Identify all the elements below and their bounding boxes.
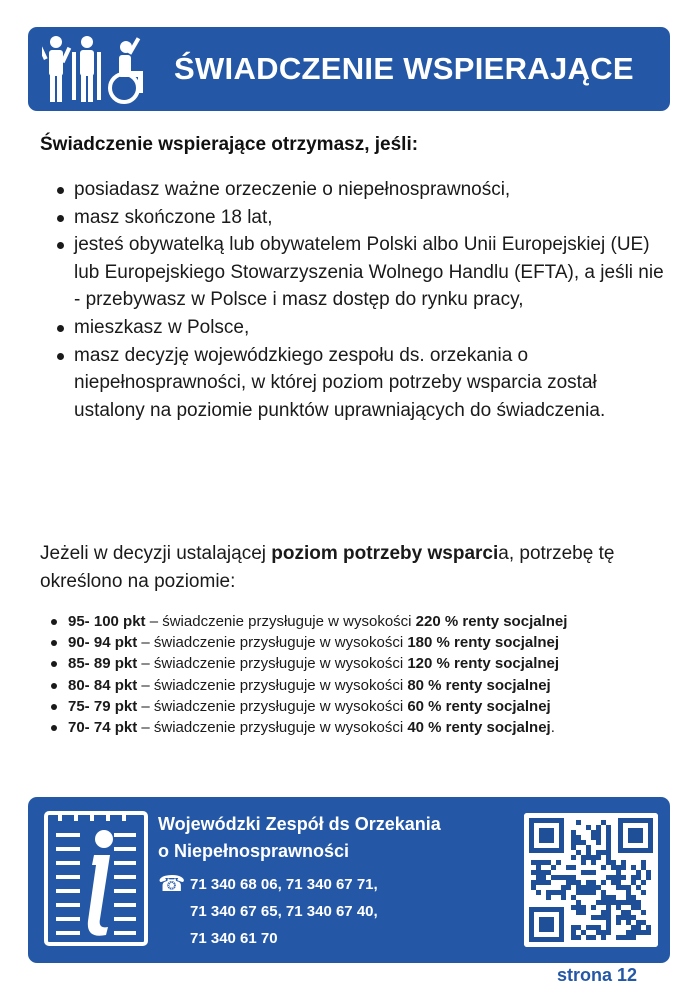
qr-module: [616, 880, 621, 885]
qr-module: [641, 865, 646, 870]
qr-module: [641, 890, 646, 895]
qr-module: [541, 880, 546, 885]
qr-module: [571, 875, 576, 880]
qr-module: [621, 900, 626, 905]
qr-module: [576, 885, 581, 890]
qr-module: [591, 935, 596, 940]
phone-icon: ☎: [158, 871, 186, 896]
qr-module: [606, 850, 611, 855]
qr-module: [571, 930, 576, 935]
qr-module: [611, 900, 616, 905]
qr-module: [606, 875, 611, 880]
level-range: 80- 84 pkt: [68, 676, 138, 694]
qr-module: [556, 890, 561, 895]
qr-module: [566, 880, 571, 885]
page-number: strona 12: [556, 965, 637, 985]
qr-module: [621, 865, 626, 870]
qr-module: [631, 895, 636, 900]
qr-module: [591, 860, 596, 865]
qr-module: [591, 905, 596, 910]
qr-module: [586, 925, 591, 930]
qr-module: [611, 895, 616, 900]
qr-module: [646, 930, 651, 935]
qr-module: [571, 935, 576, 940]
level-text: – świadczenie przysługuje w wysokości: [137, 655, 408, 673]
qr-module: [536, 860, 541, 865]
levels-intro-text: Jeżeli w decyzji ustalającej: [40, 543, 272, 564]
qr-module: [556, 875, 561, 880]
page-title: ŚWIADCZENIE WSPIERAJĄCE: [174, 51, 634, 86]
qr-module: [596, 885, 601, 890]
qr-module: [576, 880, 581, 885]
qr-module: [536, 875, 541, 880]
qr-module: [571, 830, 576, 835]
qr-module: [621, 910, 626, 915]
qr-module: [636, 930, 641, 935]
qr-module: [601, 900, 606, 905]
qr-module: [531, 860, 536, 865]
qr-module: [606, 840, 611, 845]
qr-module: [636, 870, 641, 875]
qr-module: [581, 930, 586, 935]
qr-module: [576, 910, 581, 915]
level-range: 85- 89 pkt: [68, 655, 138, 673]
qr-module: [616, 905, 621, 910]
qr-module: [531, 870, 536, 875]
level-range: 95- 100 pkt: [68, 613, 146, 630]
qr-module: [586, 825, 591, 830]
qr-module: [536, 870, 541, 875]
qr-module: [531, 885, 536, 890]
list-item: [40, 611, 680, 632]
qr-module: [606, 905, 611, 910]
qr-module: [631, 905, 636, 910]
qr-module: [631, 935, 636, 940]
office-name-line2: o Niepełnosprawności: [158, 841, 350, 861]
qr-module: [596, 855, 601, 860]
qr-module: [601, 890, 606, 895]
qr-module: [611, 860, 616, 865]
qr-module: [606, 925, 611, 930]
qr-module: [626, 915, 631, 920]
qr-module: [571, 835, 576, 840]
qr-module: [591, 830, 596, 835]
qr-module: [571, 855, 576, 860]
information-document-icon: [44, 811, 148, 946]
qr-module: [621, 885, 626, 890]
qr-module: [641, 910, 646, 915]
office-info: [158, 811, 441, 952]
levels-list: [40, 611, 680, 738]
qr-module: [631, 930, 636, 935]
list-item: jesteś obywatelką lub obywatelem Polski albo Unii Europejskiej (UE) lub Europejskiego Stowarzyszenia Wolnego Handlu (EFTA), a jeśli nie - przebywasz w Polsce i masz dostęp do rynku pracy,: [40, 231, 670, 314]
qr-module: [596, 825, 601, 830]
qr-module: [571, 845, 576, 850]
qr-module: [626, 935, 631, 940]
qr-module: [576, 925, 581, 930]
qr-module: [591, 915, 596, 920]
qr-module: [606, 900, 611, 905]
phone-line[interactable]: 71 340 61 70: [190, 930, 278, 947]
header-banner: [28, 27, 670, 111]
qr-module: [616, 875, 621, 880]
qr-module: [626, 890, 631, 895]
qr-module: [621, 915, 626, 920]
qr-module: [601, 850, 606, 855]
qr-module: [601, 930, 606, 935]
qr-module: [586, 935, 591, 940]
qr-module: [606, 860, 611, 865]
qr-module: [606, 895, 611, 900]
qr-module: [591, 890, 596, 895]
office-name-line1: Wojewódzki Zespół ds Orzekania: [158, 814, 441, 834]
qr-module: [621, 860, 626, 865]
qr-module: [636, 905, 641, 910]
qr-module: [606, 855, 611, 860]
requirements-list: [40, 176, 670, 424]
qr-module: [581, 885, 586, 890]
qr-module: [641, 880, 646, 885]
level-text: – świadczenie przysługuje w wysokości: [137, 676, 408, 694]
qr-module: [586, 855, 591, 860]
qr-module: [556, 860, 561, 865]
qr-module: [616, 870, 621, 875]
qr-module: [561, 885, 566, 890]
level-amount: 80 % renty socjalnej: [407, 676, 551, 694]
list-item: [40, 717, 680, 738]
level-range: 90- 94 pkt: [68, 634, 138, 652]
qr-module: [636, 920, 641, 925]
qr-module: [616, 885, 621, 890]
qr-module: [561, 875, 566, 880]
qr-module: [576, 900, 581, 905]
qr-module: [571, 840, 576, 845]
qr-module: [586, 885, 591, 890]
qr-module: [581, 890, 586, 895]
qr-module: [601, 880, 606, 885]
qr-module: [631, 900, 636, 905]
qr-module: [601, 910, 606, 915]
level-range: 70- 74 pkt: [68, 719, 138, 737]
qr-module: [601, 915, 606, 920]
qr-module: [551, 890, 556, 895]
qr-module: [616, 935, 621, 940]
level-text: – świadczenie przysługuje w wysokości: [145, 613, 416, 630]
qr-module: [596, 900, 601, 905]
qr-module: [571, 880, 576, 885]
qr-module: [551, 875, 556, 880]
qr-module: [596, 840, 601, 845]
qr-module: [586, 850, 591, 855]
qr-module: [636, 885, 641, 890]
qr-module: [571, 865, 576, 870]
list-item: masz decyzję wojewódzkiego zespołu ds. orzekania o niepełnosprawności, w której poziom potrzeby wsparcia został ustalony na poziomie punktów uprawniających do świadczenia.: [40, 342, 670, 425]
qr-module: [626, 900, 631, 905]
qr-module: [606, 930, 611, 935]
qr-module: [596, 925, 601, 930]
qr-module: [641, 860, 646, 865]
qr-module: [611, 865, 616, 870]
qr-module: [616, 915, 621, 920]
qr-module: [586, 880, 591, 885]
intro-heading: Świadczenie wspierające otrzymasz, jeśli:: [40, 134, 419, 155]
levels-intro: [40, 540, 670, 596]
qr-module: [531, 880, 536, 885]
list-item: [40, 632, 680, 653]
qr-module: [591, 870, 596, 875]
qr-module: [596, 930, 601, 935]
qr-module: [566, 875, 571, 880]
qr-module: [541, 860, 546, 865]
qr-module: [616, 865, 621, 870]
qr-module: [581, 870, 586, 875]
list-item: masz skończone 18 lat,: [40, 204, 670, 232]
phone-numbers: [158, 871, 441, 952]
qr-module: [616, 900, 621, 905]
level-amount: 60 % renty socjalnej: [407, 697, 551, 715]
qr-module: [541, 875, 546, 880]
qr-module: [646, 875, 651, 880]
qr-module: [536, 880, 541, 885]
qr-module: [641, 930, 646, 935]
qr-module: [566, 865, 571, 870]
level-amount: 220 % renty socjalnej: [415, 613, 568, 630]
qr-module: [636, 875, 641, 880]
qr-module: [631, 875, 636, 880]
qr-module: [591, 855, 596, 860]
qr-module: [586, 870, 591, 875]
qr-module: [621, 875, 626, 880]
qr-module: [581, 860, 586, 865]
qr-module: [626, 895, 631, 900]
qr-module: [566, 885, 571, 890]
qr-module: [606, 910, 611, 915]
level-amount: 40 % renty socjalnej: [407, 719, 551, 737]
phone-line[interactable]: 71 340 67 65, 71 340 67 40,: [190, 903, 378, 920]
qr-module: [561, 890, 566, 895]
qr-module: [631, 925, 636, 930]
qr-module: [636, 925, 641, 930]
qr-module: [591, 880, 596, 885]
level-amount: 180 % renty socjalnej: [407, 634, 560, 652]
qr-module: [596, 835, 601, 840]
level-text: – świadczenie przysługuje w wysokości: [137, 697, 408, 715]
qr-module: [536, 865, 541, 870]
qr-module: [571, 895, 576, 900]
level-amount: 120 % renty socjalnej: [407, 655, 560, 673]
qr-module: [606, 920, 611, 925]
qr-module: [626, 930, 631, 935]
phone-line[interactable]: 71 340 68 06, 71 340 67 71,: [190, 876, 378, 893]
qr-module: [646, 925, 651, 930]
qr-module: [581, 910, 586, 915]
qr-module: [591, 835, 596, 840]
qr-module: [581, 905, 586, 910]
qr-module: [546, 895, 551, 900]
qr-code[interactable]: [524, 813, 658, 947]
qr-module: [571, 905, 576, 910]
qr-module: [586, 890, 591, 895]
qr-module: [631, 865, 636, 870]
qr-module: [596, 915, 601, 920]
qr-module: [576, 850, 581, 855]
qr-module: [591, 885, 596, 890]
qr-module: [546, 870, 551, 875]
qr-module: [606, 825, 611, 830]
qr-module: [551, 865, 556, 870]
people-with-disabilities-icon: [42, 33, 158, 105]
qr-module: [631, 880, 636, 885]
qr-module: [641, 920, 646, 925]
qr-module: [631, 915, 636, 920]
levels-intro-text-end: a, potrzebę tę określono na poziomie:: [40, 543, 615, 592]
qr-module: [626, 910, 631, 915]
level-text: – świadczenie przysługuje w wysokości: [137, 634, 408, 652]
list-item: [40, 653, 680, 674]
qr-module: [576, 840, 581, 845]
levels-intro-bold: poziom potrzeby wsparci: [271, 543, 499, 564]
list-item: [40, 696, 680, 717]
qr-module: [626, 885, 631, 890]
qr-module: [581, 840, 586, 845]
level-text: – świadczenie przysługuje w wysokości: [137, 719, 408, 737]
qr-module: [586, 845, 591, 850]
level-end: .: [550, 719, 555, 737]
qr-module: [646, 870, 651, 875]
qr-module: [546, 880, 551, 885]
qr-module: [636, 900, 641, 905]
qr-module: [576, 890, 581, 895]
level-range: 75- 79 pkt: [68, 697, 138, 715]
qr-module: [601, 820, 606, 825]
qr-module: [606, 915, 611, 920]
qr-module: [626, 920, 631, 925]
qr-module: [596, 830, 601, 835]
qr-module: [616, 920, 621, 925]
qr-module: [606, 845, 611, 850]
qr-module: [576, 835, 581, 840]
list-item: [40, 675, 680, 696]
qr-module: [611, 880, 616, 885]
contact-footer: [28, 797, 670, 963]
qr-module: [576, 905, 581, 910]
qr-module: [581, 855, 586, 860]
list-item: mieszkasz w Polsce,: [40, 314, 670, 342]
qr-module: [571, 925, 576, 930]
qr-module: [601, 935, 606, 940]
qr-module: [601, 895, 606, 900]
qr-module: [536, 890, 541, 895]
qr-module: [606, 835, 611, 840]
list-item: posiadasz ważne orzeczenie o niepełnosprawności,: [40, 176, 670, 204]
qr-module: [561, 895, 566, 900]
qr-module: [576, 820, 581, 825]
qr-module: [606, 830, 611, 835]
qr-module: [546, 860, 551, 865]
qr-module: [541, 870, 546, 875]
qr-module: [591, 925, 596, 930]
qr-module: [611, 875, 616, 880]
qr-module: [596, 850, 601, 855]
qr-module: [576, 935, 581, 940]
qr-module: [601, 865, 606, 870]
qr-module: [621, 935, 626, 940]
qr-module: [546, 890, 551, 895]
